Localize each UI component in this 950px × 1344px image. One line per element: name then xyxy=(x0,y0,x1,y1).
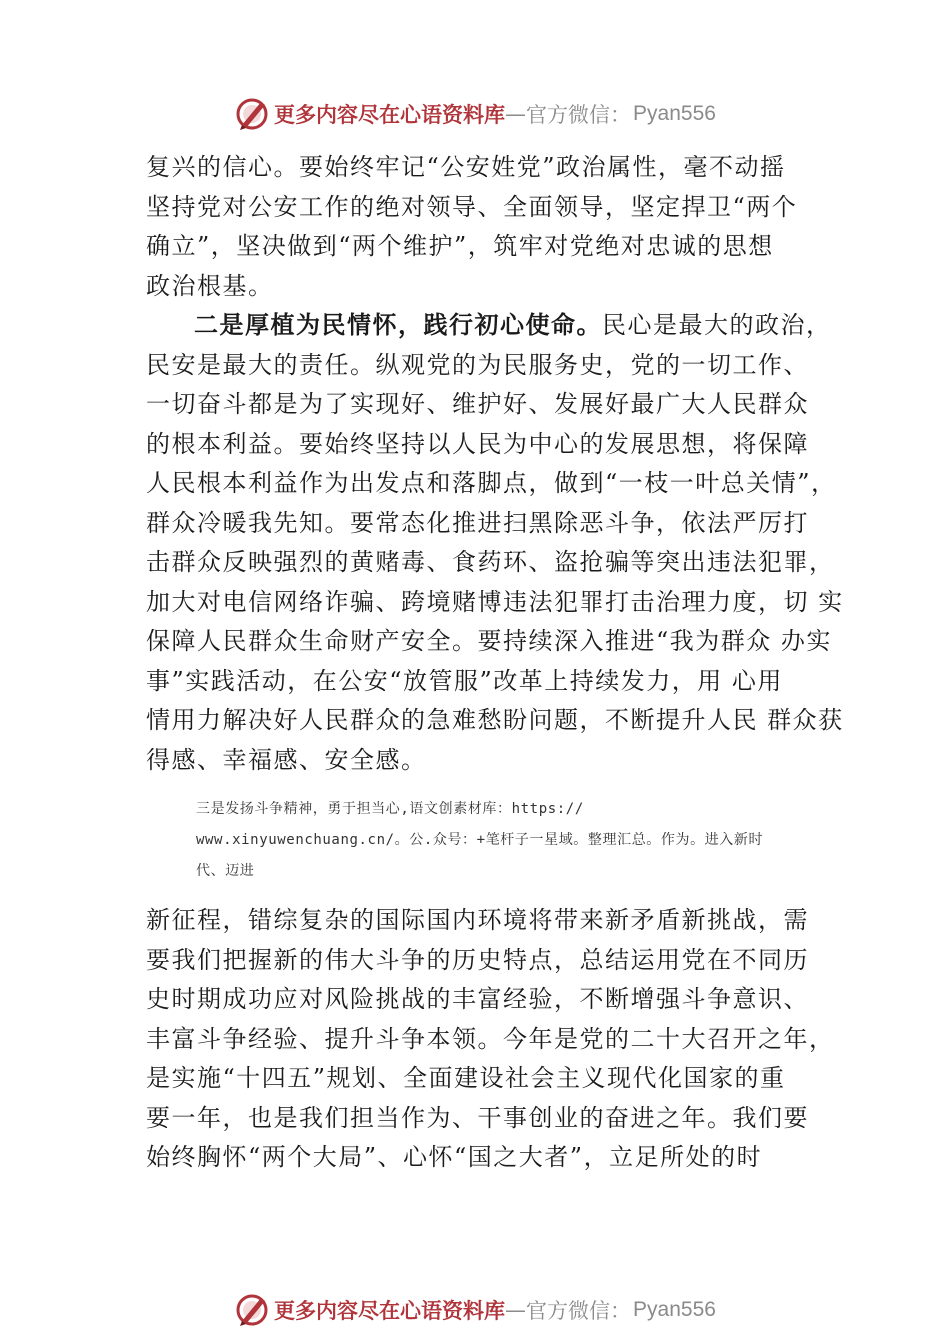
text-line: 情用力解决好人民群众的急难愁盼问题，不断提升人民 群众获 xyxy=(146,706,844,734)
small-text-line: 三是发扬斗争精神，勇于担当心,语文创素材库：https:// xyxy=(196,801,584,817)
text-line: 政治根基。 xyxy=(146,271,274,300)
text-line: 击群众反映强烈的黄赌毒、食药环、盗抢骗等突出违法犯罪， xyxy=(146,548,835,576)
paragraph-2 xyxy=(146,306,844,780)
text-line: 始终胸怀“两个大局”、心怀“国之大者”，立足所处的时 xyxy=(146,1143,763,1171)
text-line: 事”实践活动，在公安“放管服”改革上持续发力，用 心用 xyxy=(146,666,783,695)
text-line: 加大对电信网络诈骗、跨境赌博违法犯罪打击治理力度，切 实 xyxy=(146,587,844,616)
text-line: 要我们把握新的伟大斗争的历史特点，总结运用党在不同历 xyxy=(146,945,809,974)
header-banner xyxy=(0,92,950,136)
footer-banner xyxy=(0,1288,950,1332)
banner-brand: 更多内容尽在心语资料库 xyxy=(274,1298,506,1323)
banner-account: Pyan556 xyxy=(633,102,716,125)
pen-seal-logo-icon xyxy=(234,1292,270,1328)
text-line: 的根本利益。要始终坚持以人民为中心的发展思想，将保障 xyxy=(146,429,809,458)
small-text-line: www.xinyuwenchuang.cn/。公.众号：+笔杆子一星域。整理汇总。作为。进入新时 xyxy=(196,832,764,848)
paragraph-3 xyxy=(146,901,836,1178)
text-line: 一切奋斗都是为了实现好、维护好、发展好最广大人民群众 xyxy=(146,390,809,418)
banner-dash: — xyxy=(505,1298,527,1322)
banner-wechat-label: 官方微信： xyxy=(526,1299,632,1323)
banner-wechat-label: 官方微信： xyxy=(526,103,632,127)
text-line: 是实施“十四五”规划、全面建设社会主义现代化国家的重 xyxy=(146,1064,786,1092)
banner-dash: — xyxy=(505,102,527,126)
text-line: 民安是最大的责任。纵观党的为民服务史，党的一切工作、 xyxy=(146,350,809,379)
text-line: 保障人民群众生命财产安全。要持续深入推进“我为群众 办实 xyxy=(146,627,832,655)
text-line: 史时期成功应对风险挑战的丰富经验，不断增强斗争意识、 xyxy=(146,985,809,1013)
paragraph-heading: 二是厚植为民情怀，践行初心使命。 xyxy=(194,311,602,339)
paragraph-1 xyxy=(146,148,836,306)
text-line: 要一年，也是我们担当作为、干事创业的奋进之年。我们要 xyxy=(146,1103,809,1132)
document-body xyxy=(146,148,844,1178)
text-line: 得感、幸福感、安全感。 xyxy=(146,745,427,774)
text-line xyxy=(146,306,836,346)
small-text-line: 代、迈进 xyxy=(196,863,255,879)
banner-brand: 更多内容尽在心语资料库 xyxy=(274,102,506,127)
text-span: 民心是最大的政治， xyxy=(602,311,832,339)
banner-account: Pyan556 xyxy=(633,1298,716,1321)
text-line: 复兴的信心。要始终牢记“公安姓党”政治属性，毫不动摇 xyxy=(146,153,786,181)
pen-seal-logo-icon xyxy=(234,96,270,132)
inserted-small-text xyxy=(146,794,836,887)
text-line: 人民根本利益作为出发点和落脚点，做到“一枝一叶总关情”， xyxy=(146,469,837,497)
text-line: 确立”，坚决做到“两个维护”，筑牢对党绝对忠诚的思想 xyxy=(146,232,774,260)
text-line: 丰富斗争经验、提升斗争本领。今年是党的二十大召开之年， xyxy=(146,1024,835,1053)
text-line: 群众冷暖我先知。要常态化推进扫黑除恶斗争，依法严厉打 xyxy=(146,508,809,537)
text-line: 坚持党对公安工作的绝对领导、全面领导，坚定捍卫“两个 xyxy=(146,192,798,221)
text-line: 新征程，错综复杂的国际国内环境将带来新矛盾新挑战，需 xyxy=(146,906,809,934)
